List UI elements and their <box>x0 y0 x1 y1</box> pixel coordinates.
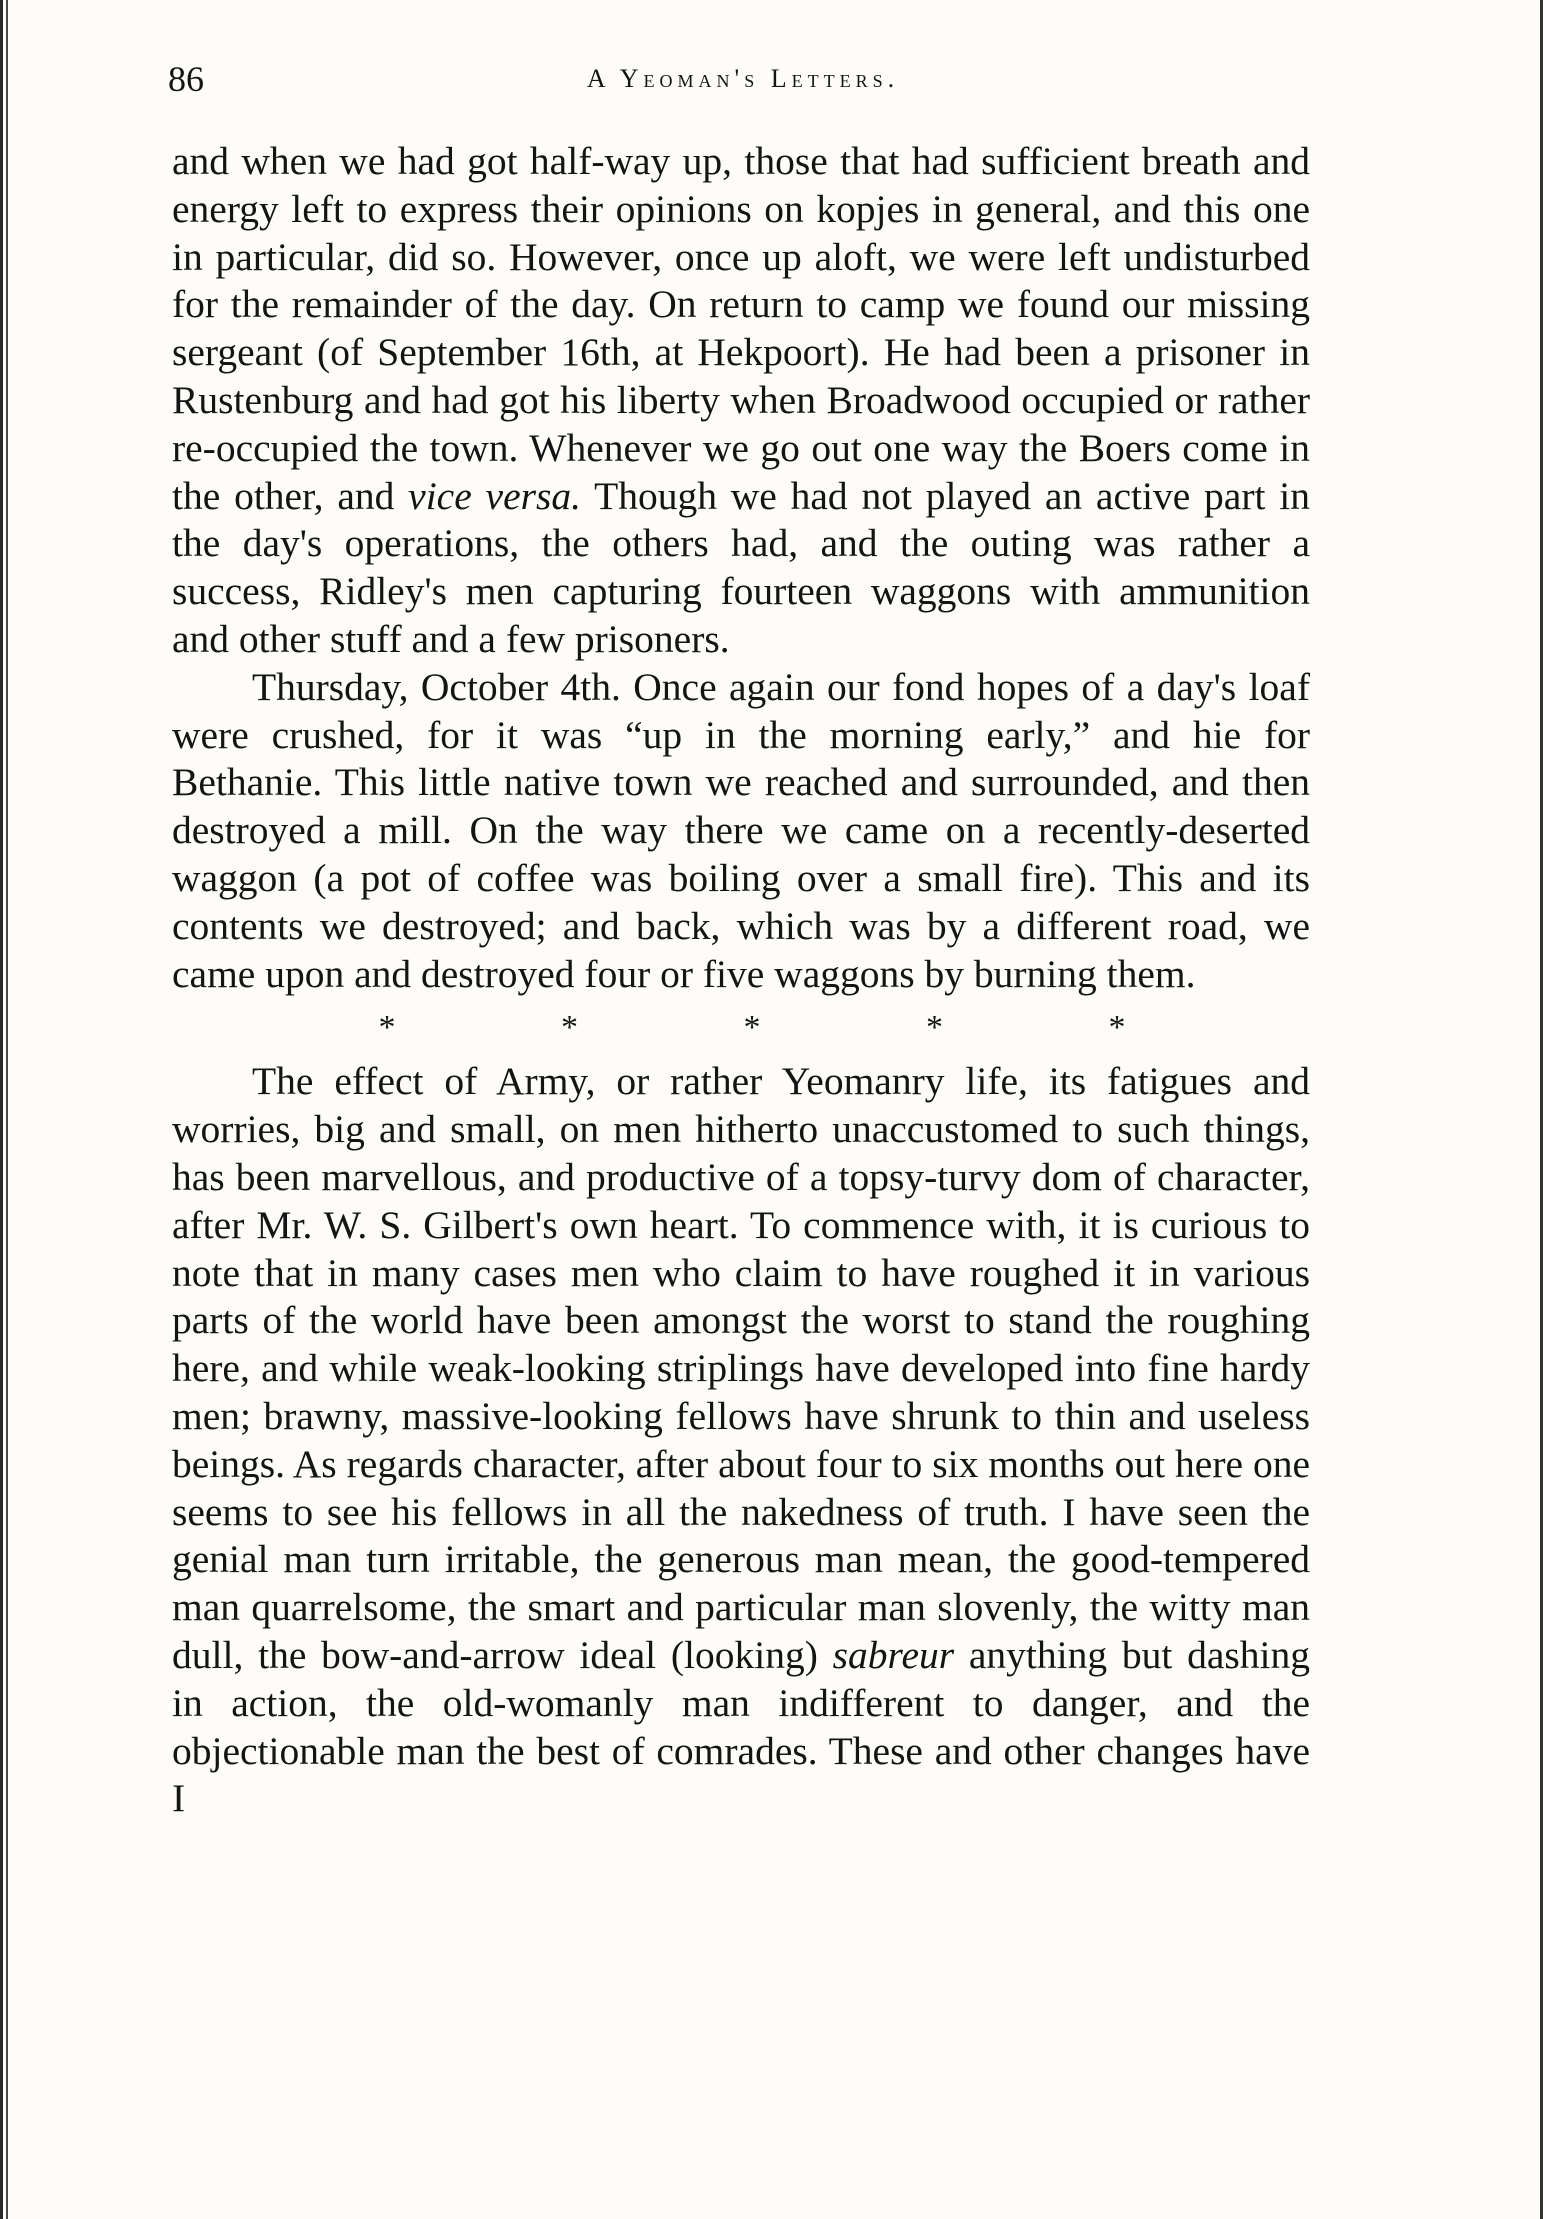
asterisk: * <box>378 1009 396 1047</box>
page-left-edge <box>0 0 14 2219</box>
paragraph-2: Thursday, October 4th. Once again our fond hopes of a day's loaf were crushed, for it was “up in the morning early,” and hie for Bethanie. This little native town we reached and surrounded, and then destroyed a mill. On the way there we came on a recently-deserted waggon (a pot of coffee was boiling over a small fire). This and its contents we destroyed; and back, which was by a different road, we came upon and destroyed four or five waggons by burning them. <box>172 664 1310 996</box>
paragraph-1: and when we had got half-way up, those that had sufficient breath and energy left to express their opinions on kopjes in general, and this one in particular, did so. However, once up aloft, we were left undisturbed for the remainder of the day. On return to camp we found our missing sergeant (of September 16th, at Hekpoort). He had been a prisoner in Rustenburg and had got his liberty when Broadwood occupied or rather re-occupied the town. Whenever we go out one way the Boers come in the other, and vice versa. Though we had not played an active part in the day's operations, the others had, and the outing was rather a success, Ridley's men capturing fourteen waggons with ammunition and other stuff and a few prisoners. <box>172 139 1310 661</box>
page-number: 86 <box>168 59 204 99</box>
paragraph-3: The effect of Army, or rather Yeomanry life, its fatigues and worries, big and small, on men hitherto unaccustomed to such things, has been marvellous, and productive of a topsy-turvy dom of character, after Mr. W. S. Gilbert's own heart. To commence with, it is curious to note that in many cases men who claim to have roughed it in various parts of the world have been amongst the worst to stand the roughing here, and while weak-looking striplings have developed into fine hardy men; brawny, massive-looking fellows have shrunk to thin and useless beings. As regards character, after about four to six months out here one seems to see his fellows in all the nakedness of truth. I have seen the genial man turn irritable, the generous man mean, the good-tempered man quarrelsome, the smart and particular man slovenly, the witty man dull, the bow-and-arrow ideal (looking) sabreur anything but dashing in action, the old-womanly man indifferent to danger, and the objectionable man the best of comrades. These and other changes have I <box>172 1059 1310 1821</box>
body-text <box>172 138 1310 1823</box>
section-separator <box>372 998 1132 1058</box>
asterisk: * <box>561 1009 578 1047</box>
asterisk: * <box>743 1009 761 1047</box>
italic-text: sabreur <box>832 1632 955 1677</box>
page-header <box>168 58 1318 108</box>
running-title: A Yeoman's Letters. <box>586 64 900 93</box>
asterisk: * <box>926 1009 943 1047</box>
asterisk: * <box>1108 1009 1126 1047</box>
page-right-edge <box>1535 0 1543 2219</box>
italic-text: vice versa. <box>408 473 581 518</box>
